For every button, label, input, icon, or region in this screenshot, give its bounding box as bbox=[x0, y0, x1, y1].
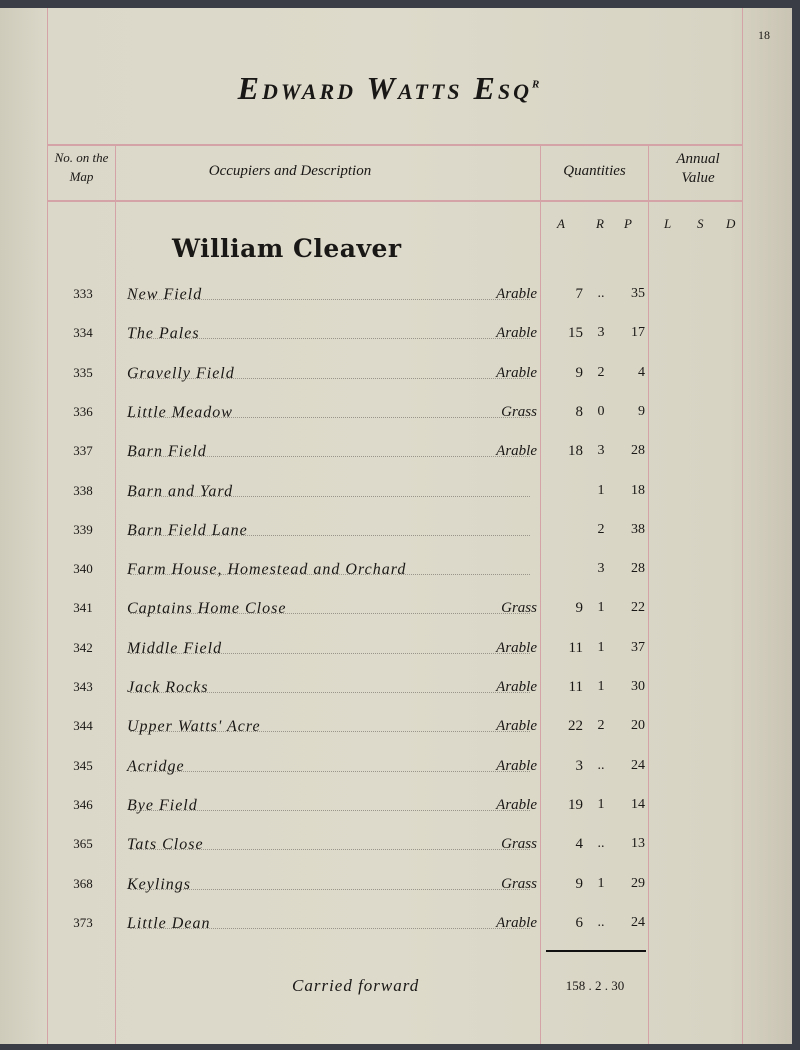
title-suffix: r bbox=[531, 74, 543, 92]
description: Tats Close bbox=[127, 836, 204, 854]
land-use: Arable bbox=[496, 679, 537, 695]
map-number: 335 bbox=[73, 364, 93, 380]
perches: 28 bbox=[631, 561, 645, 577]
header-quantities: Quantities bbox=[563, 163, 626, 179]
roods: 1 bbox=[597, 600, 605, 616]
table-row bbox=[0, 483, 800, 507]
roods: 2 bbox=[597, 718, 605, 734]
header-description: Occupiers and Description bbox=[208, 163, 372, 179]
perches: 24 bbox=[631, 757, 645, 773]
ledger-page bbox=[0, 8, 792, 1044]
description: Acridge bbox=[127, 757, 185, 775]
roods: 2 bbox=[597, 364, 605, 380]
description: Upper Watts' Acre bbox=[127, 718, 261, 736]
table-row bbox=[0, 522, 800, 546]
land-use: Arable bbox=[496, 286, 537, 302]
map-number: 334 bbox=[73, 325, 93, 341]
perches: 22 bbox=[631, 600, 645, 616]
map-number: 343 bbox=[73, 679, 93, 694]
perches: 29 bbox=[631, 875, 645, 891]
map-number: 336 bbox=[73, 403, 93, 419]
roods: 1 bbox=[597, 482, 605, 498]
table-row bbox=[0, 915, 800, 939]
description: Middle Field bbox=[127, 639, 223, 657]
roods: 2 bbox=[597, 521, 605, 537]
roods: 3 bbox=[597, 561, 605, 577]
perches: 20 bbox=[631, 718, 645, 734]
table-row bbox=[0, 561, 800, 585]
column-rule bbox=[115, 146, 116, 1044]
total-rule bbox=[546, 950, 646, 952]
map-number: 340 bbox=[73, 561, 93, 577]
perches: 14 bbox=[631, 796, 645, 812]
acres: 9 bbox=[575, 875, 583, 892]
subheader-pence: D bbox=[726, 216, 736, 231]
table-row bbox=[0, 404, 800, 428]
perches: 17 bbox=[631, 325, 645, 341]
map-number: 337 bbox=[73, 443, 93, 459]
perches: 9 bbox=[638, 403, 645, 419]
table-row bbox=[0, 679, 800, 703]
description: Jack Rocks bbox=[127, 679, 209, 696]
description: Gravelly Field bbox=[127, 364, 235, 382]
roods: .. bbox=[597, 286, 605, 301]
roods: 1 bbox=[597, 679, 605, 694]
description: Barn Field bbox=[127, 443, 207, 461]
page-number: 18 bbox=[758, 28, 770, 42]
roods: .. bbox=[597, 836, 605, 852]
roods: 0 bbox=[597, 403, 605, 419]
subheader-roods: R bbox=[596, 216, 604, 231]
table-row bbox=[0, 640, 800, 664]
map-number: 368 bbox=[73, 875, 93, 891]
perches: 35 bbox=[631, 286, 645, 301]
roods: 1 bbox=[597, 875, 605, 891]
perches: 13 bbox=[631, 836, 645, 852]
map-number: 344 bbox=[73, 718, 93, 734]
perches: 38 bbox=[631, 521, 645, 537]
occupier-name: William Cleaver bbox=[172, 234, 402, 263]
perches: 24 bbox=[631, 914, 645, 930]
perches: 4 bbox=[638, 364, 645, 380]
acres: 9 bbox=[575, 600, 583, 617]
description: Barn Field Lane bbox=[127, 521, 248, 539]
land-use: Grass bbox=[501, 875, 537, 892]
column-rule bbox=[540, 146, 541, 1044]
acres: 4 bbox=[575, 836, 583, 853]
land-use: Arable bbox=[496, 718, 537, 735]
table-row bbox=[0, 365, 800, 389]
map-number: 365 bbox=[73, 836, 93, 852]
map-number: 339 bbox=[73, 521, 93, 537]
land-use: Arable bbox=[496, 757, 537, 774]
description: The Pales bbox=[127, 325, 200, 343]
subheader-perches: P bbox=[624, 216, 632, 231]
table-row bbox=[0, 600, 800, 624]
roods: 1 bbox=[597, 796, 605, 812]
description: Captains Home Close bbox=[127, 600, 287, 618]
table-row bbox=[0, 286, 800, 310]
subheader-acres: A bbox=[557, 216, 565, 231]
map-number: 346 bbox=[73, 796, 93, 812]
acres: 8 bbox=[575, 403, 583, 420]
table-row bbox=[0, 758, 800, 782]
description: Bye Field bbox=[127, 796, 198, 814]
map-number: 373 bbox=[73, 914, 93, 930]
perches: 30 bbox=[631, 679, 645, 694]
acres: 11 bbox=[568, 639, 583, 656]
table-row bbox=[0, 876, 800, 900]
land-use: Arable bbox=[496, 914, 537, 931]
map-number: 342 bbox=[73, 639, 93, 655]
header-map-no: No. on the Map bbox=[54, 150, 109, 184]
acres: 7 bbox=[575, 286, 583, 302]
land-use: Arable bbox=[496, 364, 537, 381]
table-row bbox=[0, 718, 800, 742]
description: Barn and Yard bbox=[127, 482, 234, 500]
land-use: Arable bbox=[496, 796, 537, 813]
column-rule bbox=[648, 146, 649, 1044]
roods: .. bbox=[597, 914, 605, 930]
header-rule bbox=[47, 200, 743, 202]
acres: 6 bbox=[575, 914, 583, 931]
description: New Field bbox=[127, 286, 203, 303]
carried-forward-total: 158 . 2 . 30 bbox=[565, 978, 625, 993]
land-use: Grass bbox=[501, 403, 537, 420]
roods: 3 bbox=[597, 443, 605, 459]
table-row bbox=[0, 797, 800, 821]
acres: 11 bbox=[568, 679, 583, 695]
perches: 37 bbox=[631, 639, 645, 655]
description: Keylings bbox=[127, 875, 191, 893]
description: Little Meadow bbox=[127, 403, 233, 421]
map-number: 333 bbox=[73, 286, 93, 301]
land-use: Grass bbox=[501, 600, 537, 617]
roods: 3 bbox=[597, 325, 605, 341]
subheader-shillings: S bbox=[697, 216, 704, 231]
acres: 22 bbox=[568, 718, 583, 735]
page-title bbox=[0, 70, 780, 107]
acres: 19 bbox=[568, 796, 583, 813]
map-number: 345 bbox=[73, 757, 93, 773]
land-use: Arable bbox=[496, 443, 537, 460]
table-row bbox=[0, 325, 800, 349]
subheader-pounds: L bbox=[664, 216, 672, 231]
acres: 15 bbox=[568, 325, 583, 342]
title-name: Edward Watts Esq bbox=[237, 70, 532, 106]
land-use: Arable bbox=[496, 639, 537, 656]
acres: 9 bbox=[575, 364, 583, 381]
map-number: 338 bbox=[73, 482, 93, 498]
perches: 28 bbox=[631, 443, 645, 459]
description: Little Dean bbox=[127, 914, 211, 932]
land-use: Arable bbox=[496, 325, 537, 342]
roods: 1 bbox=[597, 639, 605, 655]
perches: 18 bbox=[631, 482, 645, 498]
land-use: Grass bbox=[501, 836, 537, 853]
acres: 3 bbox=[575, 757, 583, 774]
header-rule bbox=[47, 144, 743, 146]
table-row bbox=[0, 443, 800, 467]
roods: .. bbox=[597, 757, 605, 773]
acres: 18 bbox=[568, 443, 583, 460]
map-number: 341 bbox=[73, 600, 93, 616]
table-row bbox=[0, 836, 800, 860]
carried-forward-label: Carried forward bbox=[292, 976, 420, 995]
description: Farm House, Homestead and Orchard bbox=[127, 561, 407, 579]
header-annual-value: Annual Value bbox=[676, 151, 720, 186]
